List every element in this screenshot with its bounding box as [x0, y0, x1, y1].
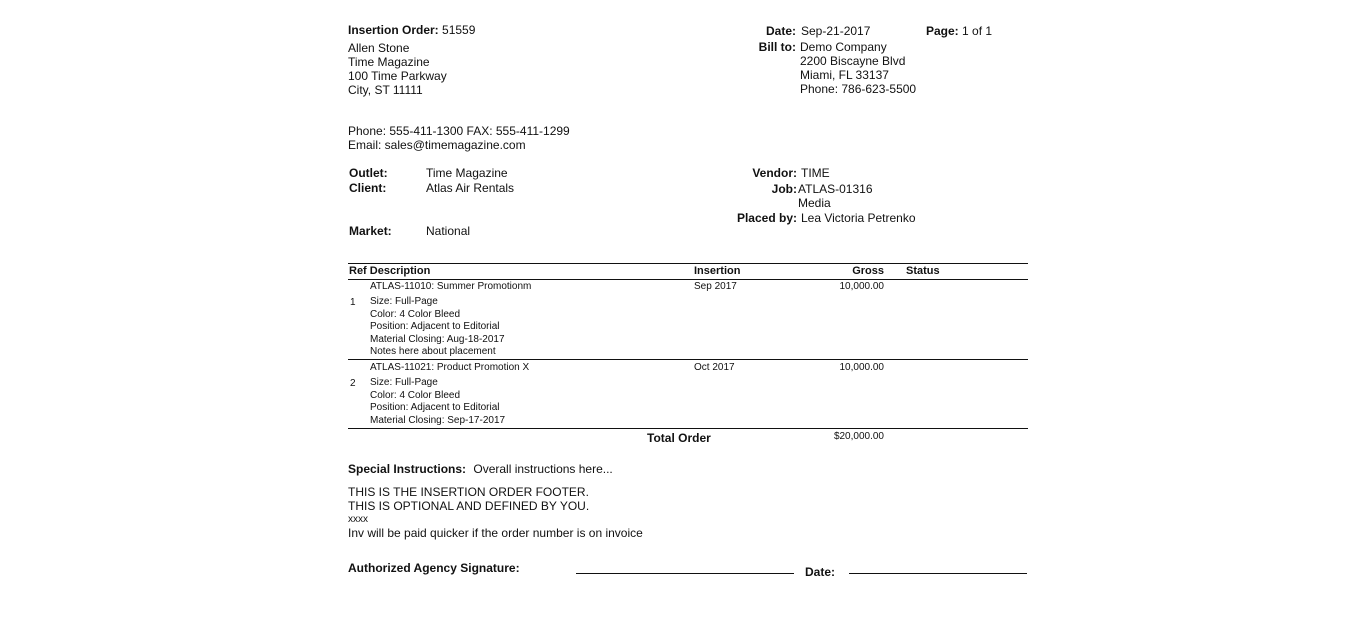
row-1-ref: 1	[350, 297, 356, 308]
page-indicator	[926, 24, 992, 38]
total-order-label: Total Order	[647, 431, 711, 445]
row-2-insertion: Oct 2017	[694, 362, 735, 373]
row-1-detail: Notes here about placement	[370, 346, 496, 357]
page-value: 1 of 1	[962, 24, 993, 38]
row-1-details	[370, 296, 505, 359]
job-label: Job:	[771, 182, 797, 196]
footer-line: Inv will be paid quicker if the order number is on invoice	[348, 526, 643, 540]
row-2-detail: Size: Full-Page	[370, 377, 438, 388]
client-label: Client:	[349, 181, 387, 195]
row-1-detail: Size: Full-Page	[370, 296, 438, 307]
date-label: Date:	[765, 24, 796, 38]
job-value	[798, 182, 873, 210]
signature-date-label: Date:	[805, 565, 836, 579]
insertion-order-number: 51559	[442, 23, 476, 37]
row-2-detail: Material Closing: Sep-17-2017	[370, 414, 506, 426]
header-ref-description: Ref Description	[349, 265, 431, 277]
order-footer	[348, 485, 643, 540]
table-total-rule	[348, 428, 1028, 429]
row-2-detail: Position: Adjacent to Editorial	[370, 402, 500, 413]
row-1-detail: Position: Adjacent to Editorial	[370, 321, 500, 332]
bill-to-address	[800, 40, 916, 96]
header-insertion: Insertion	[694, 265, 741, 277]
vendor-address	[348, 41, 447, 97]
vendor-address-line: City, ST 11111	[348, 83, 423, 97]
row-divider	[348, 359, 1028, 360]
row-2-details	[370, 377, 505, 427]
row-2-title: ATLAS-11021: Product Promotion X	[370, 362, 530, 373]
vendor-contact	[348, 124, 570, 152]
footer-line: xxxx	[348, 514, 368, 525]
signature-label: Authorized Agency Signature:	[348, 561, 520, 575]
footer-line: THIS IS OPTIONAL AND DEFINED BY YOU.	[348, 499, 590, 513]
row-2-gross: 10,000.00	[839, 362, 884, 373]
insertion-order-heading	[348, 23, 475, 37]
footer-line: THIS IS THE INSERTION ORDER FOOTER.	[348, 485, 589, 499]
job-type: Media	[798, 196, 831, 210]
row-1-insertion: Sep 2017	[694, 281, 737, 292]
vendor-address-line: Allen Stone	[348, 41, 410, 55]
bill-to-line: Miami, FL 33137	[800, 68, 889, 82]
special-instructions-label: Special Instructions:	[348, 462, 467, 476]
vendor-address-line: 100 Time Parkway	[348, 69, 447, 83]
bill-to-line: 2200 Biscayne Blvd	[800, 54, 906, 68]
row-2-ref: 2	[350, 378, 356, 389]
placed-by-label: Placed by:	[736, 211, 797, 225]
row-1-detail: Color: 4 Color Bleed	[370, 308, 461, 320]
total-order-value: $20,000.00	[833, 431, 884, 442]
row-2-detail: Color: 4 Color Bleed	[370, 389, 461, 401]
job-number: ATLAS-01316	[798, 182, 873, 196]
table-header-rule	[348, 279, 1028, 280]
vendor-label: Vendor:	[752, 166, 797, 180]
date-value: Sep-21-2017	[801, 24, 871, 38]
row-1-title: ATLAS-11010: Summer Promotionm	[370, 281, 532, 292]
market-label: Market:	[349, 224, 392, 238]
bill-to-line: Phone: 786-623-5500	[800, 82, 917, 96]
bill-to-label: Bill to:	[758, 40, 796, 54]
placed-by-value: Lea Victoria Petrenko	[801, 211, 916, 225]
row-1-detail: Material Closing: Aug-18-2017	[370, 333, 505, 345]
phone-fax-line: Phone: 555-411-1300 FAX: 555-411-1299	[348, 124, 570, 138]
header-gross: Gross	[852, 265, 884, 277]
market-value: National	[426, 224, 471, 238]
signature-line	[576, 573, 794, 574]
vendor-value: TIME	[801, 166, 830, 180]
signature-date-line	[849, 573, 1027, 574]
header-status: Status	[906, 265, 940, 277]
special-instructions	[348, 462, 613, 476]
insertion-order-label: Insertion Order:	[348, 23, 439, 37]
outlet-label: Outlet:	[349, 166, 388, 180]
vendor-address-line: Time Magazine	[348, 55, 430, 69]
bill-to-line: Demo Company	[800, 40, 887, 54]
table-top-rule	[348, 263, 1028, 264]
row-1-gross: 10,000.00	[839, 281, 884, 292]
page-label: Page:	[926, 24, 959, 38]
email-line: Email: sales@timemagazine.com	[348, 138, 526, 152]
client-value: Atlas Air Rentals	[426, 181, 515, 195]
outlet-value: Time Magazine	[426, 166, 508, 180]
special-instructions-value: Overall instructions here...	[473, 462, 613, 476]
